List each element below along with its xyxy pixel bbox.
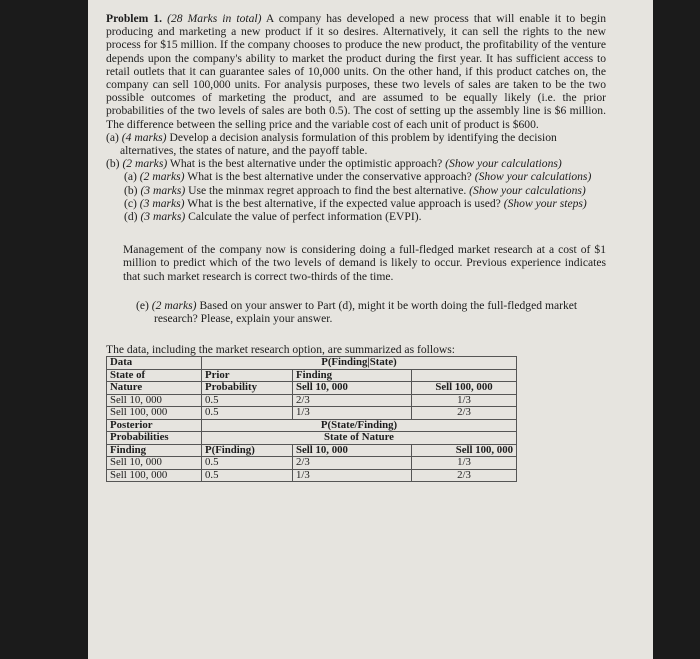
table-cell: Nature xyxy=(107,382,202,395)
table-cell: P(Finding|State) xyxy=(202,357,517,370)
subquestion-c-text: What is the best alternative, if the expected value approach is used? xyxy=(187,196,501,210)
table-cell: Sell 10, 000 xyxy=(107,457,202,470)
subquestion-b-marks: (3 marks) xyxy=(140,183,186,197)
table-cell: 1/3 xyxy=(412,457,517,470)
table-cell: State of xyxy=(107,369,202,382)
subquestion-a-label: (a) xyxy=(124,170,137,184)
table-cell: 1/3 xyxy=(293,407,412,420)
table-cell: 2/3 xyxy=(293,457,412,470)
table-row xyxy=(107,382,517,395)
subquestion-a-marks: (2 marks) xyxy=(139,170,185,184)
subquestion-b xyxy=(106,184,606,197)
question-a xyxy=(106,131,606,157)
question-b-label: (b) xyxy=(106,157,120,171)
table-cell: Sell 100, 000 xyxy=(107,407,202,420)
table-cell: 1/3 xyxy=(293,469,412,482)
table-cell: Posterior xyxy=(107,419,202,432)
table-cell: Probability xyxy=(202,382,293,395)
table-cell: Data xyxy=(107,357,202,370)
table-cell: 2/3 xyxy=(412,469,517,482)
subquestion-c-marks: (3 marks) xyxy=(139,196,185,210)
table-cell: P(Finding) xyxy=(202,444,293,457)
table-cell: 0.5 xyxy=(202,457,293,470)
question-b-marks: (2 marks) xyxy=(122,157,168,171)
subquestion-c-note: (Show your steps) xyxy=(503,196,587,210)
problem-statement xyxy=(106,12,606,131)
subquestion-c xyxy=(106,197,606,210)
table-intro: The data, including the market research option, are summarized as follows: xyxy=(106,343,455,357)
table-cell: Sell 10, 000 xyxy=(107,394,202,407)
subquestion-b-text: Use the minmax regret approach to find the best alternative. xyxy=(188,183,467,197)
question-a-label: (a) xyxy=(106,130,119,144)
subquestion-d-text: Calculate the value of perfect information (EVPI). xyxy=(188,210,422,224)
problem-marks: (28 Marks in total) xyxy=(167,12,262,25)
question-a-marks: (4 marks) xyxy=(121,130,167,144)
table-cell: Finding xyxy=(107,444,202,457)
table-row xyxy=(107,432,517,445)
question-e xyxy=(136,299,606,325)
table-row xyxy=(107,469,517,482)
table-cell: Finding xyxy=(293,369,412,382)
table-cell: Prior xyxy=(202,369,293,382)
subquestion-a-note: (Show your calculations) xyxy=(474,170,592,184)
subquestion-b-note: (Show your calculations) xyxy=(469,183,586,197)
table-row xyxy=(107,357,517,370)
table-row xyxy=(107,394,517,407)
table-cell: Sell 100, 000 xyxy=(412,444,517,457)
table-cell: 0.5 xyxy=(202,469,293,482)
table-cell: 1/3 xyxy=(412,394,517,407)
subquestion-c-label: (c) xyxy=(124,196,137,210)
subquestion-a xyxy=(106,170,606,183)
question-e-label: (e) xyxy=(136,298,149,312)
table-cell: 0.5 xyxy=(202,407,293,420)
management-paragraph: Management of the company now is considering doing a full-fledged market research at a cost of $1 million to predict which of the two levels of demand is likely to occur. Previous experience indicates that such market research is correct two-thirds of the time. xyxy=(123,243,606,283)
question-b xyxy=(106,157,606,170)
problem-label: Problem 1. xyxy=(106,12,163,25)
table-cell: 0.5 xyxy=(202,394,293,407)
table-cell: Sell 10, 000 xyxy=(293,382,412,395)
table-row xyxy=(107,444,517,457)
subquestion-b-label: (b) xyxy=(124,183,138,197)
subquestion-d-label: (d) xyxy=(124,210,138,224)
subquestion-d-marks: (3 marks) xyxy=(140,210,186,224)
document-content xyxy=(106,12,606,482)
table-cell: Sell 100, 000 xyxy=(412,382,517,395)
subquestion-a-text: What is the best alternative under the conservative approach? xyxy=(187,170,472,184)
question-b-note: (Show your calculations) xyxy=(445,157,562,171)
table-cell: Probabilities xyxy=(107,432,202,445)
table-row xyxy=(107,407,517,420)
data-table xyxy=(106,356,517,482)
question-e-text: Based on your answer to Part (d), might it be worth doing the full-fledged market research? Please, explain your answer. xyxy=(154,298,578,326)
table-row xyxy=(107,457,517,470)
table-cell: 2/3 xyxy=(293,394,412,407)
question-e-marks: (2 marks) xyxy=(151,298,197,312)
table-cell: Sell 10, 000 xyxy=(293,444,412,457)
table-cell xyxy=(412,369,517,382)
problem-intro: A company has developed a new process that will enable it to begin producing and marketing a new product if it so desires. Alternatively, it can sell the rights to the new process for $15 million. If the company chooses to produce the new product, the profitability of the venture depends upon the company's ability to market the product during the first year. It has sufficient access to retail outlets that it can guarantee sales of 10,000 units. On the other hand, if this product catches on, the company can sell 100,000 units. For analysis purposes, these two levels of sales are taken to be the two possible outcomes of marketing the product, and are assumed to be equally likely (i.e. the prior probabilities of the two levels of sales are both 0.5). The cost of setting up the assembly line is $6 million. The difference between the selling price and the variable cost of each unit of product is $600. xyxy=(106,12,606,131)
subquestion-d xyxy=(106,210,606,223)
table-row xyxy=(107,419,517,432)
table-cell: State of Nature xyxy=(202,432,517,445)
table-cell: Sell 100, 000 xyxy=(107,469,202,482)
table-cell: P(State/Finding) xyxy=(202,419,517,432)
table-row xyxy=(107,369,517,382)
table-cell: 2/3 xyxy=(412,407,517,420)
question-b-text: What is the best alternative under the optimistic approach? xyxy=(169,157,443,171)
question-a-text: Develop a decision analysis formulation of this problem by identifying the decision alternatives, the states of nature, and the payoff table. xyxy=(120,130,557,158)
document-sheet xyxy=(88,0,653,659)
